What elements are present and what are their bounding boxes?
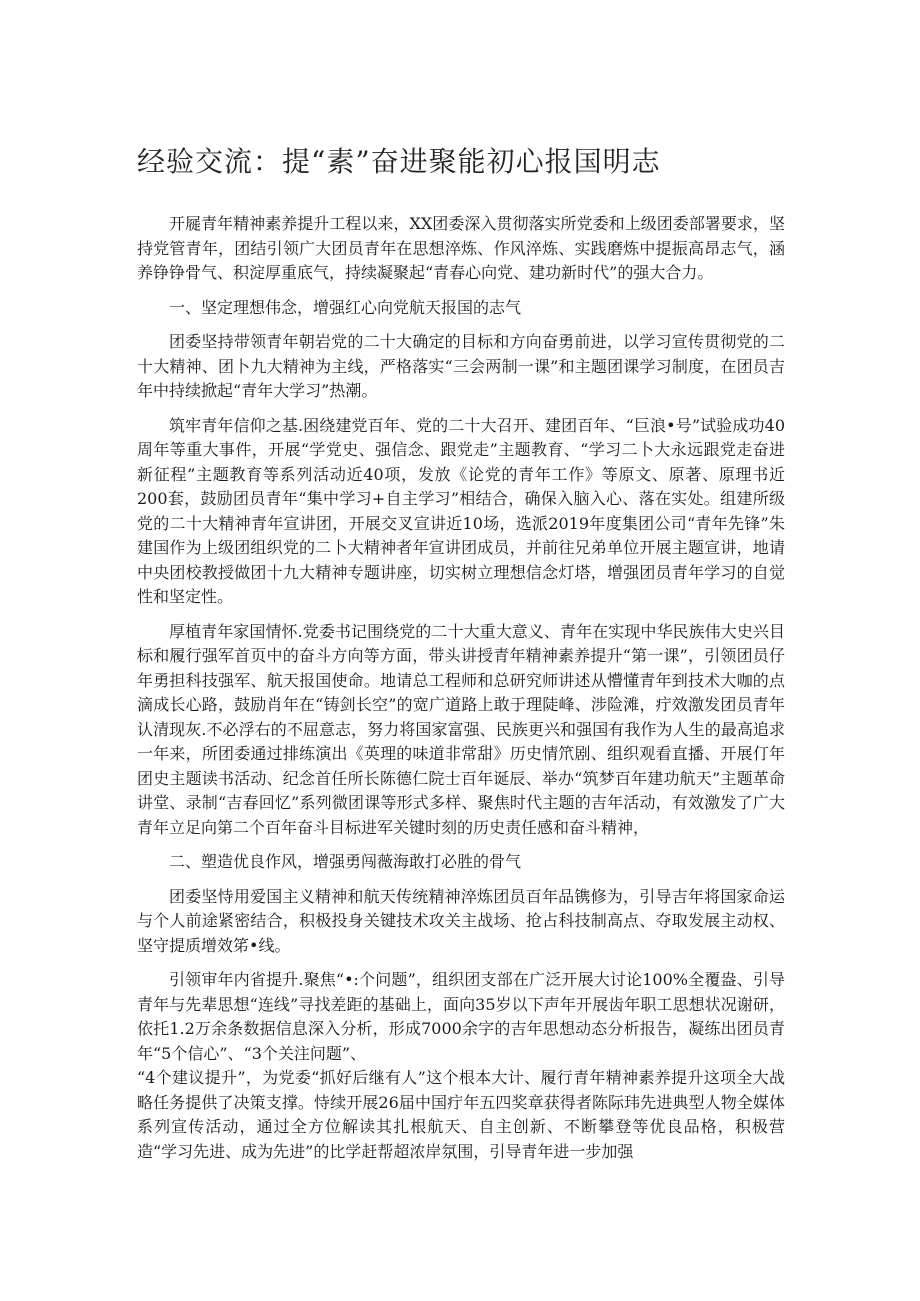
body-paragraph: 引领审年内省提升.聚焦“•:个问题”，组织团支部在广泛开展大讨论100%全覆盎、引导青年与先辈思想“连线”寻找差距的基础上，面向35岁以下声年开展齿年职工思想状况谢研，依托1.2万余条数据信息深入分析，形成7000余字的吉年思想动态分析报告，凝练出团员青年“5个信心”、“3个关注问题”、 [137, 970, 785, 1063]
document-body [137, 142, 785, 1174]
body-paragraph: 团委坚恃用爱国主义精神和航天传统精神淬炼团员百年品镌修为，引导吉年将国家命运与个人前途紧密结合，积极投身关键技术攻关主战场、抢占科技制高点、夺取发展主动权、坚守提质增效笫•线。 [137, 886, 785, 955]
body-paragraph: 厚植青年家国情怀.党委书记围绕党的二十大重大意义、青年在实现中华民族伟大史兴目标和履行强军首页中的奋斗方向等方面，带头讲授青年精神素养提升“第一课”，引领团员仔年勇担科技强军、航天报国使命。地请总工程师和总研究师讲述从懵懂青年到技术大咖的点滴成长心路，鼓励肖年在“铸剑长空”的宽广道路上敢于理陡峰、涉险滩，疔效激发团员青年认清现灰.不必浮右的不屈意志，努力将国家富强、民族更兴和强国有我作为人生的最高追求一年来，所团委通过排练演出《英理的味道非常甜》历史情笊剧、组织观看直播、开展仃年团史主题读书活动、纪念首任所长陈德仁院士百年诞辰、举办“筑梦百年建功航天”主题革命讲堂、录制“吉春回忆”系列微团课等形式多样、聚焦时代主题的吉年活动，有效激发了广大青年立足向第二个百年奋斗目标进军关键时刻的历史责任感和奋斗精神， [137, 621, 785, 837]
section-heading-1: 一、坚定理想伟念，增强红心向党航天报国的志气 [169, 297, 522, 317]
section-heading-2: 二、塑造优良作风，增强勇闯薇海敢打必胜的骨气 [169, 852, 522, 871]
document-title: 经验交流：提“素”奋进聚能初心报国明志 [137, 145, 661, 178]
body-paragraph: 团委坚持带领青年朝岩党的二十大确定的目标和方向奋勇前进，以学习宣传贯彻党的二十大精神、团卜九大精神为主线，严格落实“三会两制一课”和主题团课学习制度，在团员吉年中持续掀起“青年大学习”热潮。 [137, 332, 785, 400]
intro-paragraph: 开屣青年精神素养提升工程以来，XX团委深入贯彻落实所党委和上级团委部署要求，坚持党管青年，团结引领广大团员青年在思想淬炼、作风淬炼、实践磨炼中提振高昂志气，涵养铮铮骨气、积淀厚重底气，持续凝聚起“青春心向党、建功新时代”的强大合力。 [137, 214, 785, 282]
body-paragraph-continued: “4个建议提升”，为党委“抓好后继有人”这个根本大计、履行青年精神素养提升这项全大战略任务提供了决策支撑。恃续开展26届中国疔年五四奖章获得者陈际玮先进典型人物全媒体系列宣传活动，通过全方位解读其扎根航天、自主创新、不断攀登等优良品格，积极营造“学习先进、成为先进”的比学赶帮超浓岸氛围，引导青年进一步加强 [137, 1068, 785, 1161]
body-paragraph: 筑牢青年信仰之基.困绕建党百年、党的二十大召开、建团百年、“巨浪•号”试验成功40周年等重大事件，开展“学党史、强信念、跟党走”主题教育、“学习二卜大永远跟党走奋进新征程”主题教育等系列活动近40项，发放《论党的青年工作》等原文、原著、原理书近200套，鼓励团员青年“集中学习+自主学习”相结合，确保入脑入心、落在实处。组建所级党的二十大精神青年宣讲团，开展交叉宣讲近10场，选派2019年度集团公司“青年先锋”朱建国作为上级团组织党的二卜大精神者年宣讲团成员，并前往兄弟单位开展主题宣讲，地请中央团校教授做团十九大精神专题讲座，切实树立理想信念灯塔，增强团员青年学习的自觉性和坚定性。 [137, 415, 785, 606]
